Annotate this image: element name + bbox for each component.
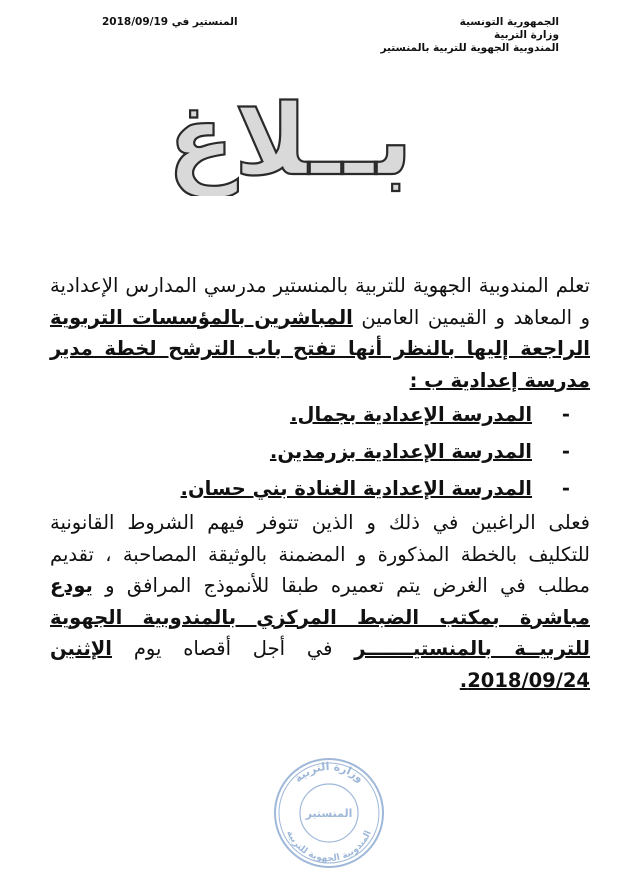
deadline-lead: في أجل أقصاه يوم	[133, 637, 333, 660]
list-item: - المدرسة الإعدادية بزرمدين.	[269, 440, 570, 463]
submission-location: يودع مباشرة بمكتب الضبط المركزي بالمندوبية الجهوية للتربيــة بالمنستيـــــــر	[50, 574, 591, 660]
school-name: المدرسة الإعدادية الغنادة بني حسان.	[180, 477, 532, 500]
intro-text: تعلم المندوبية الجهوية للتربية بالمنستير مدرسي المدارس الإعدادية و المعاهد و القيمين العامين	[50, 274, 591, 329]
announcement-body	[50, 270, 590, 696]
header-ministry: وزارة التربية	[493, 29, 559, 41]
document-title	[110, 86, 470, 196]
header-republic: الجمهورية التونسية	[459, 16, 559, 28]
title-text: بــلاغ	[167, 86, 413, 196]
conditions-paragraph	[50, 507, 590, 696]
deadline-date: الإثنين 2018/09/24.	[50, 637, 590, 692]
conditions-text: فعلى الراغبين في ذلك و الذين تتوفر فيهم الشروط القانونية للتكليف بالخطة المذكورة و المضمنة بالوثيقة المصاحبة ، تقديم مطلب في الغرض يتم تعميره طبقا للأنموذج المرافق و	[50, 511, 590, 597]
header-institution	[380, 16, 559, 55]
intro-bold-text: المباشرين بالمؤسسات التربوية الراجعة إليها بالنظر أنها تفتح باب الترشح لخطة مدير مدرسة إعدادية ب :	[50, 305, 590, 392]
header-place-date: المنستير في 2018/09/19	[102, 16, 238, 28]
school-name: المدرسة الإعدادية بجمال.	[290, 403, 532, 426]
school-name: المدرسة الإعدادية بزرمدين.	[269, 440, 532, 463]
svg-text:المندوبية الجهوية للتربية	[284, 829, 374, 864]
stamp-center-text: المنستير	[305, 807, 353, 820]
list-item: - المدرسة الإعدادية بجمال.	[290, 403, 570, 426]
official-stamp	[272, 756, 386, 870]
list-item: - المدرسة الإعدادية الغنادة بني حسان.	[180, 477, 570, 500]
stamp-bottom-text: المندوبية الجهوية للتربية	[284, 829, 374, 865]
schools-list	[50, 396, 590, 507]
stamp-top-text: وزارة التربية	[291, 759, 367, 786]
intro-paragraph	[50, 270, 590, 396]
header-directorate: المندوبية الجهوية للتربية بالمنستير	[380, 42, 559, 54]
svg-text:وزارة التربية	[292, 760, 367, 785]
